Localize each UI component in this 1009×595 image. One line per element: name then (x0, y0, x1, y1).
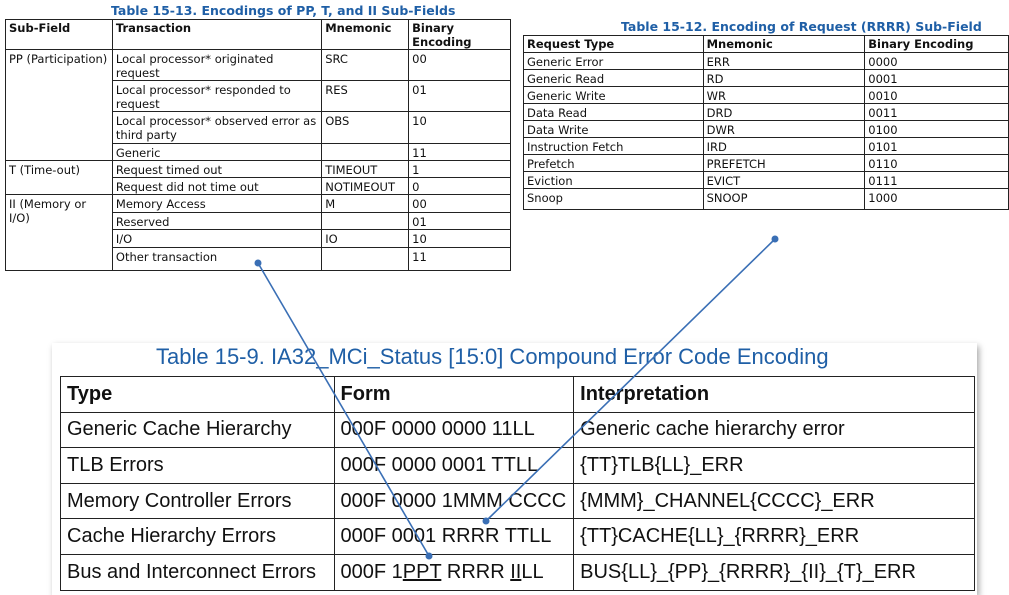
transaction-cell: Request timed out (112, 161, 321, 178)
form-cell: 000F 0000 0000 11LL (334, 412, 574, 448)
mnemonic-cell: IO (322, 230, 409, 248)
encoding-cell: 0011 (865, 104, 1009, 121)
header-mnemonic: Mnemonic (322, 20, 409, 50)
annotation-line-rrrr (486, 239, 775, 521)
type-cell: Generic Cache Hierarchy (61, 412, 335, 448)
encoding-cell: 10 (409, 112, 511, 144)
annotation-dot-rrrr-bottom (483, 518, 490, 525)
transaction-cell: Other transaction (112, 248, 321, 271)
encoding-cell: 0111 (865, 172, 1009, 189)
mnemonic-cell: PREFETCH (703, 155, 865, 172)
mnemonic-cell: DRD (703, 104, 865, 121)
encoding-cell: 0000 (865, 53, 1009, 70)
type-cell: Memory Controller Errors (61, 483, 335, 519)
transaction-cell: Local processor* observed error as third party (112, 112, 321, 144)
table-15-12-title: Table 15-12. Encoding of Request (RRRR) Sub-Field (621, 19, 982, 34)
request-type-cell: Generic Read (524, 70, 704, 87)
subfield-cell: T (Time-out) (6, 161, 113, 195)
transaction-cell: Local processor* responded to request (112, 81, 321, 112)
form-cell: 000F 0000 1MMM CCCC (334, 483, 574, 519)
header-sub-field: Sub-Field (6, 20, 113, 50)
header-request-type: Request Type (524, 36, 704, 53)
subfield-cell: II (Memory or I/O) (6, 195, 113, 271)
interpretation-cell: Generic cache hierarchy error (574, 412, 975, 448)
encoding-cell: 00 (409, 50, 511, 81)
form-part-ii: II (510, 560, 522, 583)
header-transaction: Transaction (112, 20, 321, 50)
encoding-cell: 00 (409, 195, 511, 213)
header-type: Type (61, 377, 335, 413)
mnemonic-cell: M (322, 195, 409, 213)
mnemonic-cell: WR (703, 87, 865, 104)
mnemonic-cell: IRD (703, 138, 865, 155)
form-part: RRRR (441, 560, 511, 583)
request-type-cell: Data Read (524, 104, 704, 121)
encoding-cell: 11 (409, 248, 511, 271)
mnemonic-cell: OBS (322, 112, 409, 144)
encoding-cell: 0001 (865, 70, 1009, 87)
header-form: Form (334, 377, 574, 413)
type-cell: TLB Errors (61, 448, 335, 484)
mnemonic-cell: EVICT (703, 172, 865, 189)
encoding-cell: 0101 (865, 138, 1009, 155)
mnemonic-cell: RES (322, 81, 409, 112)
form-part: 000F 1 (340, 560, 403, 583)
transaction-cell: Local processor* originated request (112, 50, 321, 81)
mnemonic-cell: TIMEOUT (322, 161, 409, 178)
interpretation-cell: {MMM}_CHANNEL{CCCC}_ERR (574, 483, 975, 519)
header-interpretation: Interpretation (574, 377, 975, 413)
form-part: LL (521, 560, 544, 583)
mnemonic-cell: SNOOP (703, 189, 865, 210)
mnemonic-cell: DWR (703, 121, 865, 138)
request-type-cell: Instruction Fetch (524, 138, 704, 155)
annotation-dot-rrrr-top (772, 236, 779, 243)
encoding-cell: 10 (409, 230, 511, 248)
table-15-9-title: Table 15-9. IA32_MCi_Status [15:0] Compound Error Code Encoding (156, 344, 829, 369)
request-type-cell: Generic Error (524, 53, 704, 70)
form-cell: 000F 0000 0001 TTLL (334, 448, 574, 484)
interpretation-cell: {TT}CACHE{LL}_{RRRR}_ERR (574, 519, 975, 555)
type-cell: Cache Hierarchy Errors (61, 519, 335, 555)
request-type-cell: Eviction (524, 172, 704, 189)
request-type-cell: Data Write (524, 121, 704, 138)
encoding-cell: 0010 (865, 87, 1009, 104)
form-part-pp: PP (402, 560, 430, 583)
mnemonic-cell: RD (703, 70, 865, 87)
encoding-cell: 0110 (865, 155, 1009, 172)
encoding-cell: 0100 (865, 121, 1009, 138)
header-binary-encoding: Binary Encoding (409, 20, 511, 50)
annotation-dot-pp-top (255, 260, 262, 267)
encoding-cell: 1000 (865, 189, 1009, 210)
annotation-dot-pp-bottom (426, 553, 433, 560)
table-15-13-title: Table 15-13. Encodings of PP, T, and II Sub-Fields (111, 3, 456, 18)
annotation-line-pp (258, 263, 429, 556)
mnemonic-cell: ERR (703, 53, 865, 70)
transaction-cell: Request did not time out (112, 178, 321, 195)
request-type-cell: Prefetch (524, 155, 704, 172)
interpretation-cell: {TT}TLB{LL}_ERR (574, 448, 975, 484)
header-binary-encoding: Binary Encoding (865, 36, 1009, 53)
request-type-cell: Generic Write (524, 87, 704, 104)
mnemonic-cell: NOTIMEOUT (322, 178, 409, 195)
interpretation-cell: BUS{LL}_{PP}_{RRRR}_{II}_{T}_ERR (574, 554, 975, 590)
form-part-t: T (429, 560, 442, 583)
request-type-cell: Snoop (524, 189, 704, 210)
mnemonic-cell: SRC (322, 50, 409, 81)
transaction-cell: I/O (112, 230, 321, 248)
type-cell: Bus and Interconnect Errors (61, 554, 335, 590)
header-mnemonic: Mnemonic (703, 36, 865, 53)
encoding-cell: 1 (409, 161, 511, 178)
subfield-cell: PP (Participation) (6, 50, 113, 161)
encoding-cell: 11 (409, 144, 511, 161)
transaction-cell: Generic (112, 144, 321, 161)
encoding-cell: 0 (409, 178, 511, 195)
encoding-cell: 01 (409, 81, 511, 112)
transaction-cell: Reserved (112, 212, 321, 230)
encoding-cell: 01 (409, 212, 511, 230)
transaction-cell: Memory Access (112, 195, 321, 213)
form-cell: 000F 0001 RRRR TTLL (334, 519, 574, 555)
